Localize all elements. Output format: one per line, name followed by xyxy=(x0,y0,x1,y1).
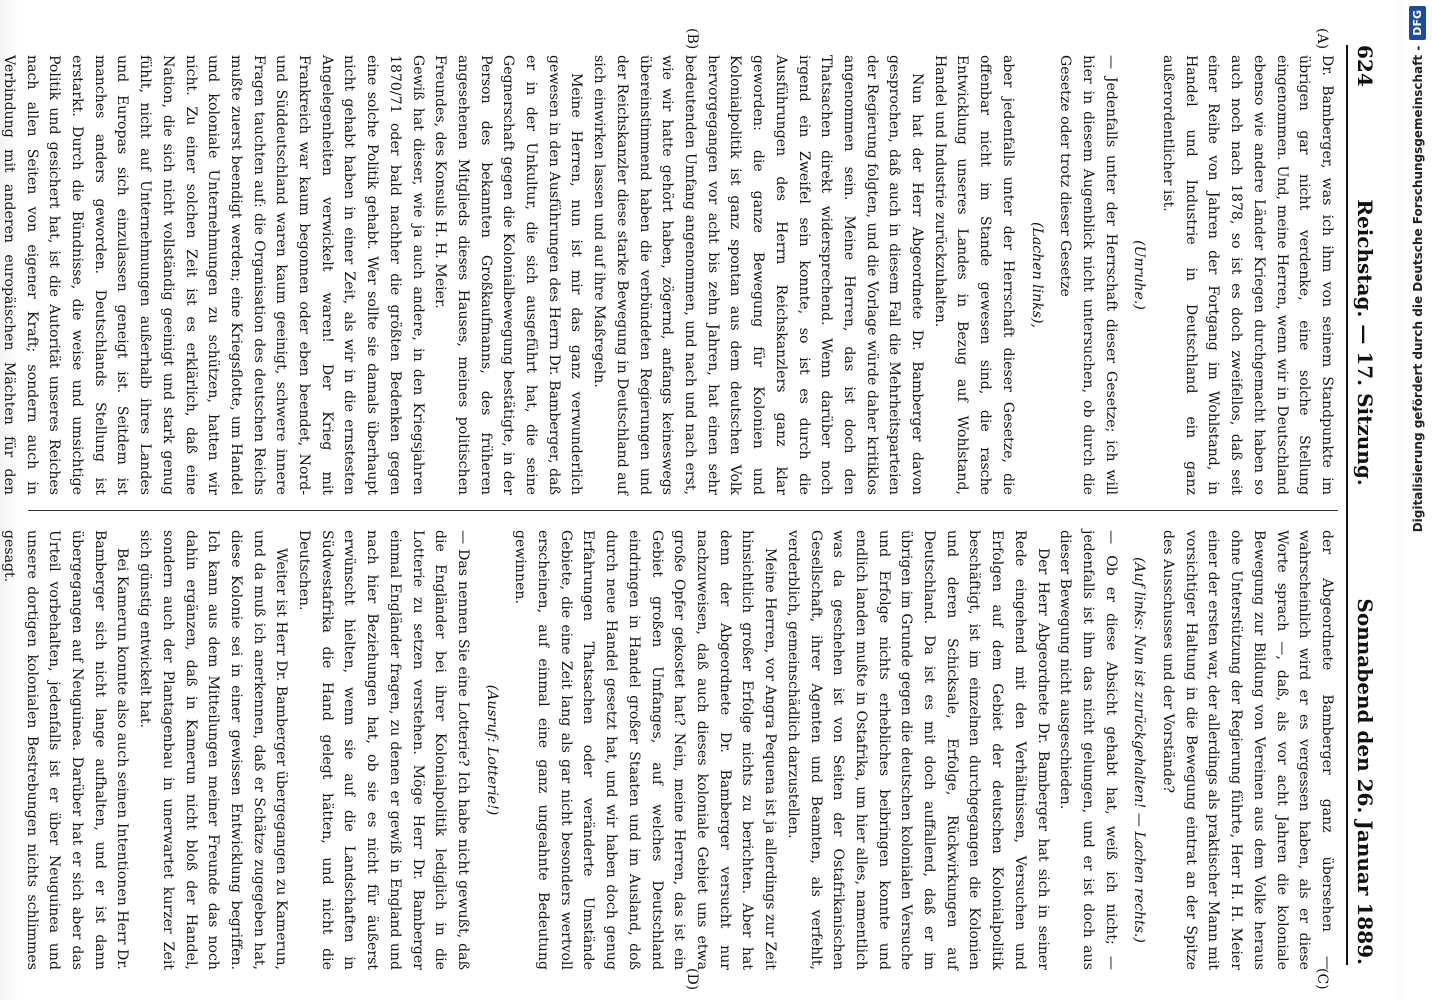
left-column-paragraph: Dr. Bamberger, was ich ihm von seinem Standpunkte im übrigen gar nicht verdenke, eine solche Stellung eingenommen. Und, meine Herren, wenn wir in Deutschland ebenso wie andere Länder Kriegen durchgemacht haben so auch noch nach 1878, so ist es doch zweifellos, daß seit einer Reihe von Jahren der Fortgang im Wohlstand, in Handel und Industrie in Deutschland ein ganz außerordentlicher ist. xyxy=(1160,55,1335,495)
right-column-remark: (Auf links: Nun ist zurückgehalten! — Lachen rechts.) xyxy=(1131,557,1148,943)
page-title: Reichstag. — 17. Sitzung. xyxy=(1353,199,1377,486)
right-column-paragraph: Der Herr Abgeordnete Dr. Bamberger hat sich in seiner Rede eingehend mit den Verhältnissen, Versuchen und Erfolgen auf dem Gebiet der deutschen Kolonialpolitik beschäftigt, ist im einzelnen durchgegangen die Kolonien und deren Schicksale, Erfolge, Rückwirkungen auf Deutschland. Da ist es mit doch auffallend, daß er im übrigen im Grunde gegen die deutschen kolonialen Versuche und Erfolge nichts erhebliches beibringen konnte und endlich landen mußte in Ostafrika, um hier alles, namentlich was da geschehen ist von Seiten der Ostafrikanischen Gesellschaft, ihrer Agenten und Beamten, als verfehlt, verderblich, gemeinschädlich darzustellen. xyxy=(784,530,1051,970)
left-column-paragraph: — Jedenfalls unter der Herrschaft dieser Gesetze; ich will hier in diesem Augenblick nicht untersuchen, ob durch die Gesetze oder trotz dieser Gesetze xyxy=(1057,55,1119,495)
margin-label-b: (B) xyxy=(684,28,700,50)
left-column-remark: (Unruhe.) xyxy=(1131,240,1148,310)
left-column-remark: (Lachen links), xyxy=(1028,222,1045,328)
right-column-paragraph: Meine Herren, vor Angra Pequena ist ja allerdings zur Zeit hinsichtlich großer Erfolge nichts zu berichten. Aber hat denn der Abgeordnete Dr. Bamberger versucht nur nachzuweisen, daß auch dieses koloniale Gebiet uns etwa große Opfer gekostet hat? Nein, meine Herren, das ist ein Gebiet großen Umfanges, auf welches Deutschland eindringen in Handel großer Staaten und im Ausland, doß durch neue Handel gesetzt hat, und wir haben doch genug Erfahrungen Thatsachen oder veränderte Umstände Gebiete, die eine Zeit lang als gar nicht besonders wertvoll erscheinen, auf einmal eine ganz ungeahnte Bedeutung gewinnen. xyxy=(512,530,779,970)
left-column-paragraph: Gewiß hat dieser, wie ja auch andere, in den Kriegsjahren 1870/71 oder bald nachher die größten Bedenken gegen eine solche Politik gehabt. Wer sollte sie damals überhaupt nicht gehabt haben in einer Zeit, als wir in die ernstesten Angelegenheiten verwickelt waren! Der Krieg mit Frankreich war kaum begonnen oder eben beendet, Nord- und Süddeutschland waren kaum geeinigt, schwere innere Fragen tauchten auf: die Organisation des deutschen Reichs mußte zuerst beendigt werden; eine Kriegsflotte, um Handel und koloniale Unternehmungen zu schützen, hatten wir nicht. Zu einer solchen Zeit ist es erklärlich, daß eine Nation, die sich nicht vollständig geeinigt und stark genug fühlt, nicht auf Unternehmungen außerhalb ihres Landes und Europas sich einzulassen geneigt ist. Seitdem ist manches anders geworden. Deutschlands Stellung ist erstarkt. Durch die Bündnisse, die weise und umsichtige Politik und gesichert hat, ist die Autorität unseres Reiches nach allen Seiten von eigener Kraft; sondern auch in Verbindung mit anderen europäischen Mächten für den xyxy=(0,55,426,495)
page-header xyxy=(1346,45,1382,965)
digitization-footer xyxy=(1403,0,1432,1000)
right-column-paragraph: — Ob er diese Absicht gehabt hat, weiß ich nicht; — jedenfalls ist ihm das nicht gelungen, und er ist doch aus dieser Bewegung nicht ausgeschieden. xyxy=(1057,530,1119,970)
column-divider xyxy=(28,510,1338,511)
right-column-paragraph: Weiter ist Herr Dr. Bamberger übergegangen zu Kamerun, und da muß ich anerkennen, daß er Schätze zugegeben hat, diese Kolonie sei in einer gewissen Entwicklung begriffen. Ich kann aus dem Mitteilungen meiner Freunde das noch dahin ergänzen, daß in Kamerun nicht bloß der Handel, sondern auch der Plantagenbau in unerwartet kurzer Zeit sich günstig entwickelt hat. xyxy=(137,530,290,970)
right-column-paragraph: Bei Kamerun konnte also auch seinen Intentionen Herr Dr. Bamberger sich nicht lange aufhalten, und er ist dann übergegangen auf Neuguinea. Darüber hat er sich aber das Urteil vorbehalten, jedenfalls ist er über Neuguinea und unsere dortigen kolonialen Bestrebungen nichts schlimmes gesagt. xyxy=(0,530,131,970)
left-column-paragraph: Meine Herren, nun ist mir das ganz verwunderlich gewesen in den Ausführungen des Herrn Dr. Bamberger, daß er in der Unkultur, die sich ausgeführt hat, die seine Gegnerschaft gegen die Kolonialbewegung bestätigte, in der Person des bekannten Großkaufmanns, des früheren angesehenen Mitglieds dieses Hauses, meines politischen Freundes, des Konsuls H. H. Meier. xyxy=(432,55,585,495)
right-column-remark: (Ausruf: Lotterie!) xyxy=(483,684,500,816)
right-column-paragraph: — Das nennen Sie eine Lotterie? Ich habe nicht gewußt, daß die Engländer bei ihrer Kolonialpolitik lediglich in die Lotterie zu setzen verstehen. Möge Herr Dr. Bamberger einmal Engländer fragen, zu denen er gewiß in England und nach hier Beziehungen hat, ob sie es nicht für äußerst erwünscht hielten, wenn sie auf die Landschaften in Südwestafrika die Hand gelegt hätten, und nicht die Deutschen. xyxy=(296,530,471,970)
dfg-logo-icon: DFG xyxy=(1409,6,1426,40)
right-column-paragraph: der Abgeordnete Bamberger ganz übersehen — wahrscheinlich wird er es vergessen haben, als er diese Worte sprach —, daß, als vor acht Jahren die koloniale Bewegung zur Bildung von Vereinen aus dem Volke heraus ohne Unterstützung der Regierung führte, Herr H. H. Meier einer der ersten war, der allerdings als praktischer Mann mit vorsichtiger Haltung in die Bewegung eintrat an der Spitze des Ausschusses und der Vorstände? xyxy=(1160,530,1335,970)
digitization-note: Digitalisierung gefördert durch die Deutsche Forschungsgemeinschaft - xyxy=(1410,45,1425,533)
page-date: Sonnabend den 26. Januar 1889. xyxy=(1353,598,1377,965)
margin-label-d: (D) xyxy=(684,968,700,991)
margin-label-a: (A) xyxy=(1314,28,1330,50)
left-column-paragraph: Nun hat der Herr Abgeordnete Dr. Bamberger davon gesprochen, daß auch in diesem Fall die Mehrheitsparteien der Regierung folgten, und die Vorlage würde daher kritiklos angenommen sein. Meine Herren, das ist doch den Thatsachen direkt widersprechend. Wenn darüber noch irgend ein Zweifel sein konnte, so ist es durch die Ausführungen des Herrn Reichskanzlers ganz klar geworden: die ganze Bewegung für Kolonien und Kolonialpolitik ist ganz spontan aus dem deutschen Volk hervorgegangen vor acht bis zehn Jahren, hat einen sehr bedeutenden Umfang angenommen, und nach und nach erst, wie wir hatte gehört haben, zögernd, anfangs keineswegs übereinstimmend haben die verbündeten Regierungen und der Reichskanzler diese starke Bewegung in Deutschland auf sich einwirken lassen und auf ihre Maßregeln. xyxy=(591,55,926,495)
page-number: 624 xyxy=(1353,45,1377,87)
margin-label-c: (C) xyxy=(1314,968,1330,990)
left-column-paragraph: aber jedenfalls unter der Herrschaft dieser Gesetze, die offenbar nicht im Stande gewesen sind, die rasche Entwicklung unseres Landes in Bezug auf Wohlstand, Handel und Industrie zurückzuhalten. xyxy=(931,55,1016,495)
left-column xyxy=(0,55,1338,495)
right-column xyxy=(0,530,1338,970)
